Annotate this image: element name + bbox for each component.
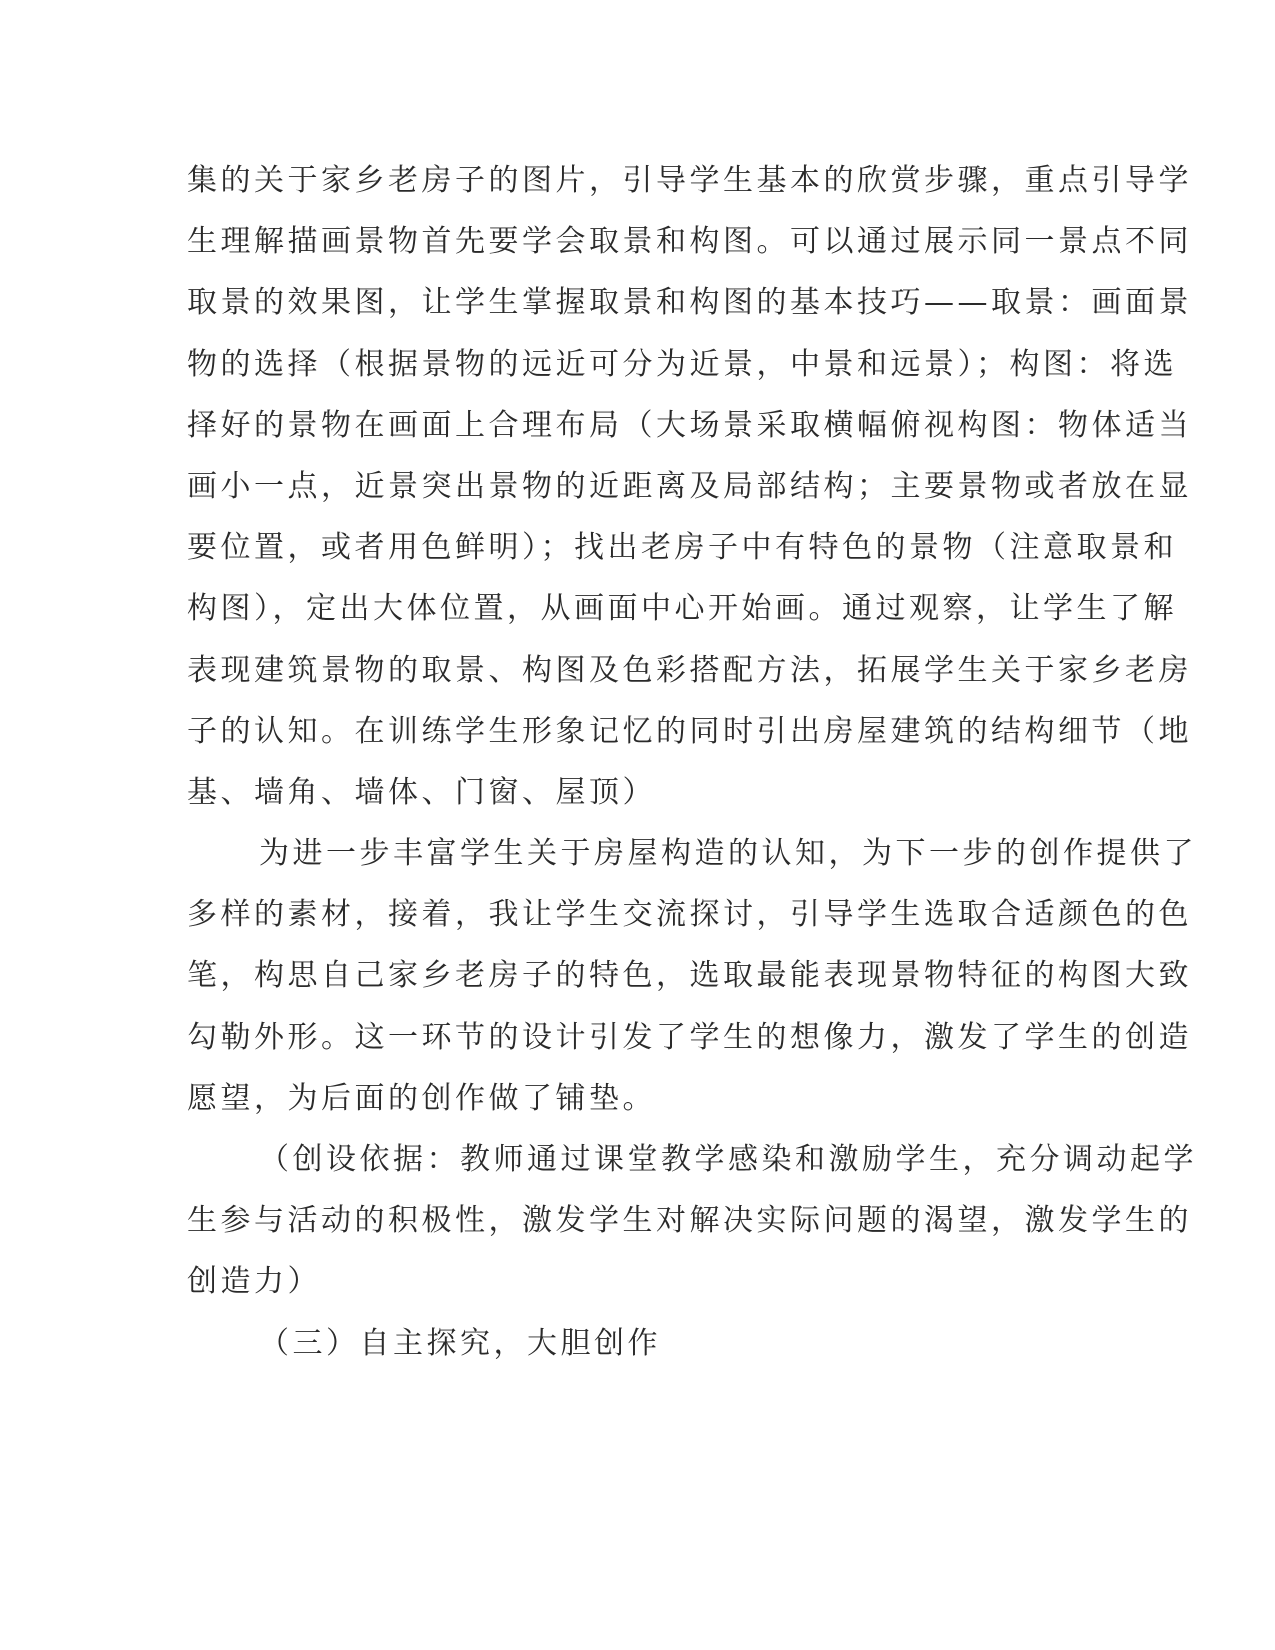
text-line: （创设依据：教师通过课堂教学感染和激励学生，充分调动起学: [259, 1142, 1197, 1177]
text-line: 表现建筑景物的取景、构图及色彩搭配方法，拓展学生关于家乡老房: [187, 652, 1192, 688]
text-line: 多样的素材，接着，我让学生交流探讨，引导学生选取合适颜色的色: [187, 897, 1192, 933]
text-line: 勾勒外形。这一环节的设计引发了学生的想像力，激发了学生的创造: [187, 1019, 1192, 1055]
text-line: 为进一步丰富学生关于房屋构造的认知，为下一步的创作提供了: [259, 836, 1197, 872]
text-line: 择好的景物在画面上合理布局（大场景采取横幅俯视构图：物体适当: [187, 407, 1192, 443]
text-line: 基、墙角、墙体、门窗、屋顶）: [187, 774, 656, 810]
section-heading-text: （三）自主探究，大胆创作: [259, 1325, 661, 1361]
text-line: 集的关于家乡老房子的图片，引导学生基本的欣赏步骤，重点引导学: [187, 163, 1192, 198]
document-body: [187, 150, 1197, 1374]
paragraph-design-basis: [187, 1129, 1197, 1313]
paragraph-photo-guidance: [187, 150, 1192, 823]
text-line: 愿望，为后面的创作做了铺垫。: [187, 1080, 656, 1116]
text-line: 创造力）: [187, 1264, 321, 1300]
text-line: 笔，构思自己家乡老房子的特色，选取最能表现景物特征的构图大致: [187, 958, 1192, 994]
text-line: 构图），定出大体位置，从画面中心开始画。通过观察，让学生了解: [187, 591, 1177, 627]
paragraph-student-discussion: [187, 823, 1197, 1129]
text-line: 画小一点，近景突出景物的近距离及局部结构；主要景物或者放在显: [187, 468, 1192, 504]
section-heading: [187, 1313, 1069, 1374]
text-line: 物的选择（根据景物的远近可分为近景，中景和远景）；构图：将选: [187, 346, 1177, 382]
text-line: 生参与活动的积极性，激发学生对解决实际问题的渴望，激发学生的: [187, 1203, 1192, 1239]
text-line: 生理解描画景物首先要学会取景和构图。可以通过展示同一景点不同: [187, 224, 1192, 260]
text-line: 取景的效果图，让学生掌握取景和构图的基本技巧——取景：画面景: [187, 285, 1192, 321]
text-line: 要位置，或者用色鲜明）；找出老房子中有特色的景物（注意取景和: [187, 530, 1177, 566]
text-line: 子的认知。在训练学生形象记忆的同时引出房屋建筑的结构细节（地: [187, 713, 1192, 749]
